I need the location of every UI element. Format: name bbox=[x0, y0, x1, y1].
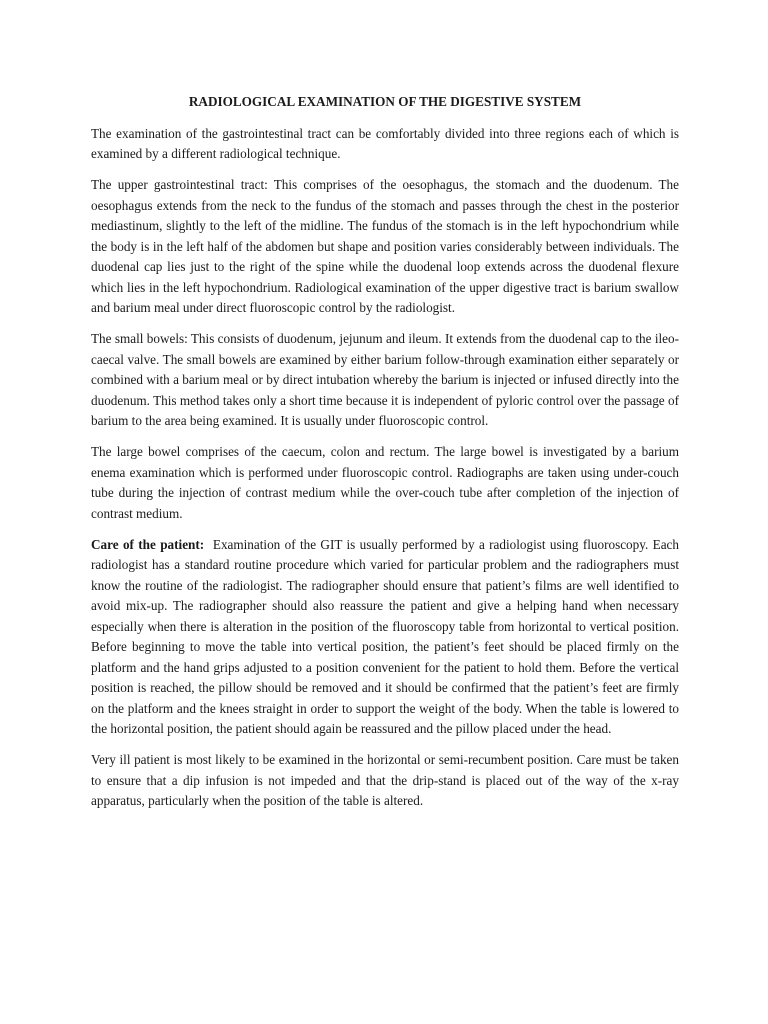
paragraph-text: Examination of the GIT is usually performed by a radiologist using fluoroscopy. Each radiologist has a standard routine procedure which varied for particular problem and the radiographers must know the routine of the radiologist. The radiographer should ensure that patient’s films are well identified to avoid mix-up. The radiographer should also reassure the patient and give a helping hand when necessary especially when there is alteration in the position of the fluoroscopy table from horizontal to vertical position. Before beginning to move the table into vertical position, the patient’s feet should be placed firmly on the platform and the hand grips adjusted to a position convenient for the patient to hold them. Before the vertical position is reached, the pillow should be removed and it should be confirmed that the patient’s feet are firmly on the platform and the knees straight in order to support the weight of the body. When the table is lowered to the horizontal position, the patient should again be reassured and the pillow placed under the head. bbox=[91, 536, 683, 736]
paragraph-text: The large bowel comprises of the caecum, colon and rectum. The large bowel is investigated by a barium enema examination which is performed under fluoroscopic control. Radiographs are taken using under-couch tube during the injection of contrast medium while the over-couch tube after completion of the injection of contrast medium. bbox=[91, 444, 679, 521]
document-page bbox=[91, 92, 683, 822]
paragraph-upper-gi bbox=[91, 175, 679, 319]
paragraph-text: The upper gastrointestinal tract: This comprises of the oesophagus, the stomach and the duodenum. The oesophagus extends from the neck to the fundus of the stomach and passes through the chest in the posterior mediastinum, slightly to the left of the midline. The fundus of the stomach is in the left hypochondrium while the body is in the left half of the abdomen but shape and position varies considerably between individuals. The duodenal cap lies just to the right of the spine while the duodenal loop extends across the duodenal flexure which lies in the left hypochondrium. Radiological examination of the upper digestive tract is barium swallow and barium meal under direct fluoroscopic control by the radiologist. bbox=[91, 177, 679, 315]
paragraph-care-of-patient bbox=[91, 535, 683, 740]
paragraph-text: The small bowels: This consists of duodenum, jejunum and ileum. It extends from the duodenal cap to the ileo-caecal valve. The small bowels are examined by either barium follow-through examination either separately or combined with a barium meal or by direct intubation whereby the barium is injected or infused directly into the duodenum. This method takes only a short time because it is independent of pyloric control over the passage of barium to the area being examined. It is usually under fluoroscopic control. bbox=[91, 331, 679, 428]
paragraph-text: Very ill patient is most likely to be examined in the horizontal or semi-recumbent position. Care must be taken to ensure that a dip infusion is not impeded and that the drip-stand is placed out of the way of the x-ray apparatus, particularly when the position of the table is altered. bbox=[91, 752, 679, 808]
paragraph-intro bbox=[91, 124, 679, 165]
document-title: RADIOLOGICAL EXAMINATION OF THE DIGESTIVE SYSTEM bbox=[188, 94, 582, 109]
paragraph-ill-patient bbox=[91, 750, 679, 812]
paragraph-text: The examination of the gastrointestinal tract can be comfortably divided into three regions each of which is examined by a different radiological technique. bbox=[91, 125, 679, 161]
paragraph-large-bowel bbox=[91, 442, 679, 524]
paragraph-lead-heading: Care of the patient: bbox=[91, 536, 205, 552]
paragraph-small-bowels bbox=[91, 329, 679, 432]
